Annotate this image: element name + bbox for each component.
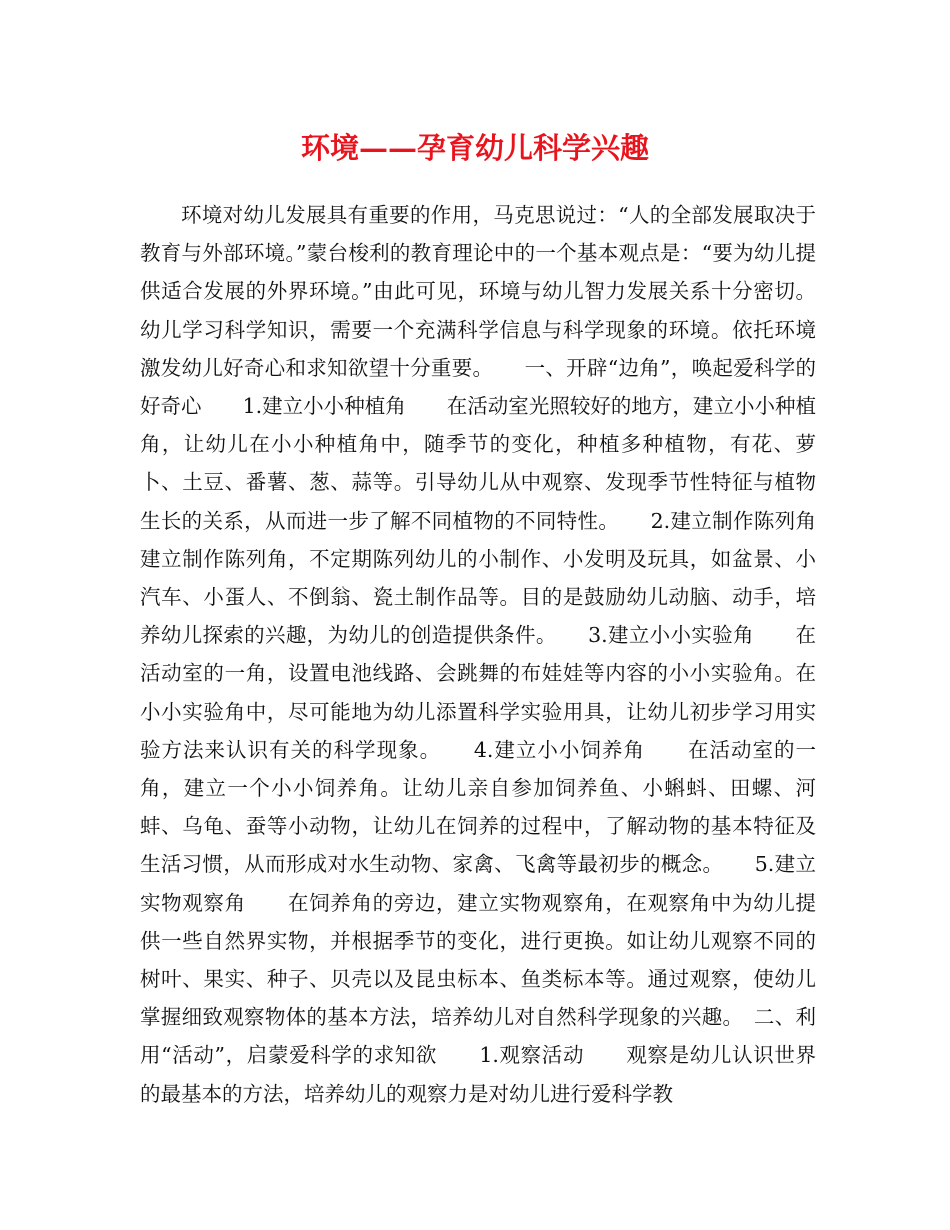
document-title: 环境——孕育幼儿科学兴趣 bbox=[300, 131, 649, 165]
document-body-paragraph: 环境对幼儿发展具有重要的作用，马克思说过：“人的全部发展取决于教育与外部环境。”蒙台梭利的教育理论中的一个基本观点是：“要为幼儿提供适合发展的外界环境。”由此可见，环境与幼儿智力发展关系十分密切。幼儿学习科学知识，需要一个充满科学信息与科学现象的环境。依托环境激发幼儿好奇心和求知欲望十分重要。 一、开辟“边角”，唤起爱科学的好奇心 1.建立小小种植角 在活动室光照较好的地方，建立小小种植角，让幼儿在小小种植角中，随季节的变化，种植多种植物，有花、萝卜、土豆、番薯、葱、蒜等。引导幼儿从中观察、发现季节性特征与植物生长的关系，从而进一步了解不同植物的不同特性。 2.建立制作陈列角 建立制作陈列角，不定期陈列幼儿的小制作、小发明及玩具，如盆景、小汽车、小蛋人、不倒翁、瓷土制作品等。目的是鼓励幼儿动脑、动手，培养幼儿探索的兴趣，为幼儿的创造提供条件。 3.建立小小实验角 在活动室的一角，设置电池线路、会跳舞的布娃娃等内容的小小实验角。在小小实验角中，尽可能地为幼儿添置科学实验用具，让幼儿初步学习用实验方法来认识有关的科学现象。 4.建立小小饲养角 在活动室的一角，建立一个小小饲养角。让幼儿亲自参加饲养鱼、小蝌蚪、田螺、河蚌、乌龟、蚕等小动物，让幼儿在饲养的过程中，了解动物的基本特征及生活习惯，从而形成对水生动物、家禽、飞禽等最初步的概念。 5.建立实物观察角 在饲养角的旁边，建立实物观察角，在观察角中为幼儿提供一些自然界实物，并根据季节的变化，进行更换。如让幼儿观察不同的树叶、果实、种子、贝壳以及昆虫标本、鱼类标本等。通过观察，使幼儿掌握细致观察物体的基本方法，培养幼儿对自然科学现象的兴趣。 二、利用“活动”，启蒙爱科学的求知欲 1.观察活动 观察是幼儿认识世界的最基本的方法，培养幼儿的观察力是对幼儿进行爱科学教 bbox=[140, 203, 857, 1106]
